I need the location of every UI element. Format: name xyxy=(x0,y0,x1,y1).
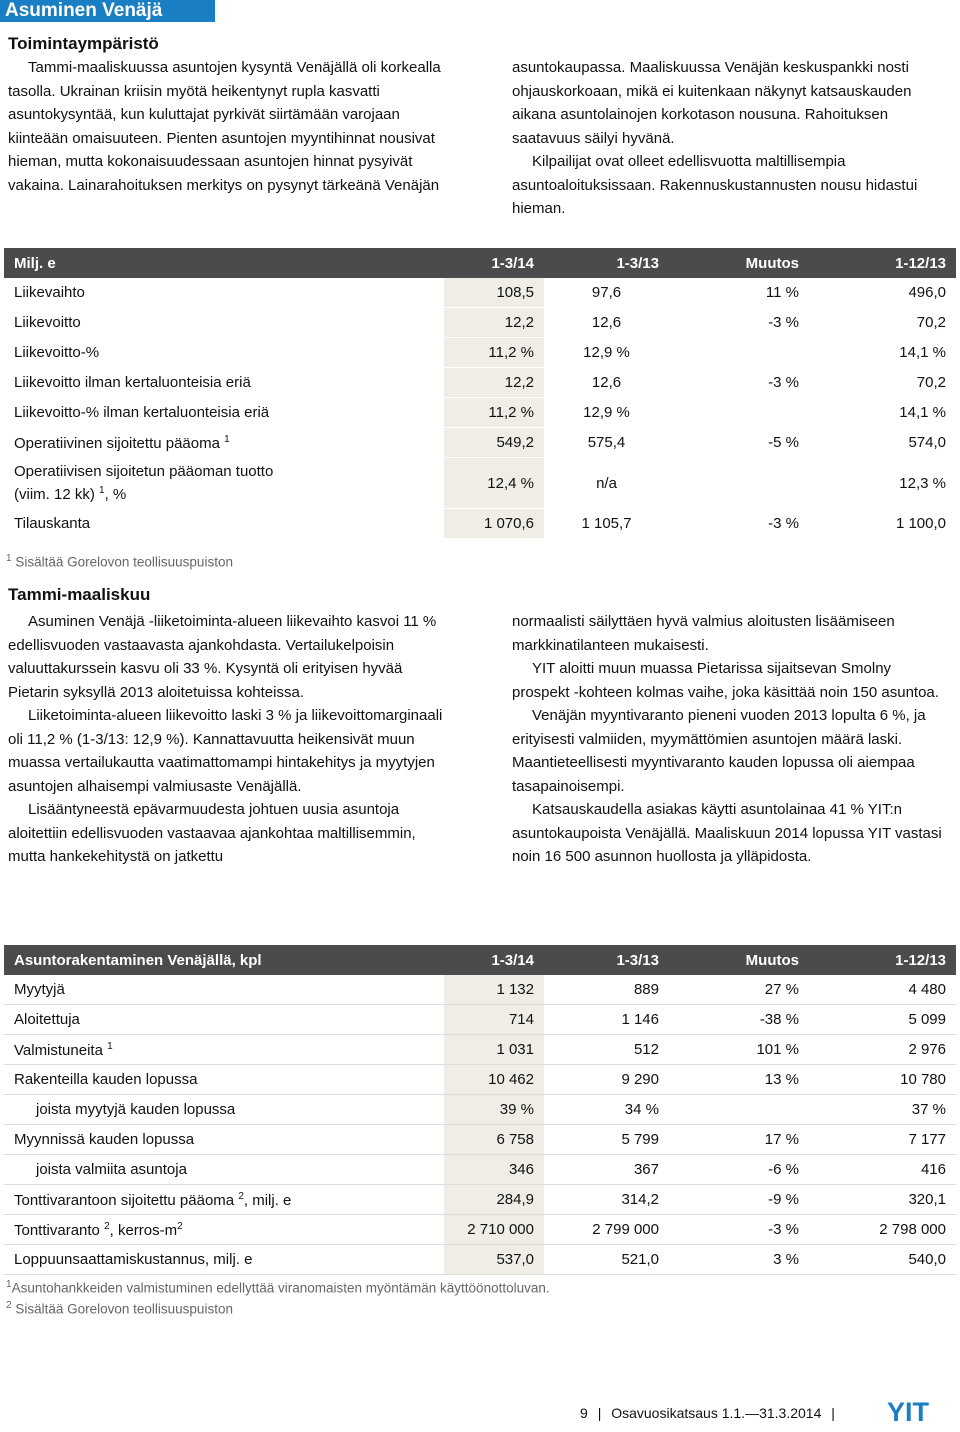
table-cell: 714 xyxy=(444,1005,544,1035)
table-cell xyxy=(669,398,809,428)
table-cell: 70,2 xyxy=(809,308,956,338)
table-cell: 5 099 xyxy=(809,1005,956,1035)
paragraph: Tammi-maaliskuussa asuntojen kysyntä Venäjällä oli korkealla tasolla. Ukrainan kriisin myötä heikentynyt rupla kasvatti asuntokysyntää, kun kuluttajat pyrkivät siirtämään varojaan kiinteään omaisuuteen. Pienten asuntojen myyntihinnat nousivat hieman, mutta kokonaisuudessaan asuntojen hinnat pysyivät vakaina. Lainarahoituksen merkitys on pysynyt tärkeänä Venäjän xyxy=(8,59,441,194)
table-cell: -5 % xyxy=(669,428,809,458)
column-header: Muutos xyxy=(669,945,809,975)
document-title: Osavuosikatsaus 1.1.—31.3.2014 xyxy=(611,1405,822,1421)
table-footnote: $^1$Asuntohankkeiden valmistuminen edellyttää viranomaisten myöntämän käyttöönottoluvan. xyxy=(6,1279,550,1296)
table-cell: 12,2 xyxy=(444,368,544,398)
table-row xyxy=(4,338,956,368)
table-cell: -6 % xyxy=(669,1155,809,1185)
section-heading-toimintaymparisto: Toimintaympäristö xyxy=(8,34,159,53)
table-row xyxy=(4,428,956,458)
table-row xyxy=(4,278,956,308)
table-cell: 13 % xyxy=(669,1065,809,1095)
table-cell: 5 799 xyxy=(544,1125,669,1155)
table-header-row xyxy=(4,945,956,975)
table-cell: 70,2 xyxy=(809,368,956,398)
svg-text:YIT: YIT xyxy=(886,1398,930,1424)
column-header: 1-12/13 xyxy=(809,945,956,975)
table-cell xyxy=(669,1095,809,1125)
table-cell: 1 146 xyxy=(544,1005,669,1035)
table-cell: -3 % xyxy=(669,1215,809,1245)
table-cell: -38 % xyxy=(669,1005,809,1035)
table-row xyxy=(4,1215,956,1245)
table-cell: 2 710 000 xyxy=(444,1215,544,1245)
column-header: 1-3/13 xyxy=(544,248,669,278)
table-row xyxy=(4,975,956,1005)
table-row xyxy=(4,308,956,338)
table-cell: 12,4 % xyxy=(444,458,544,509)
table-row xyxy=(4,1035,956,1065)
table-cell xyxy=(669,458,809,509)
table-cell: 574,0 xyxy=(809,428,956,458)
column-header: Asuntorakentaminen Venäjällä, kpl xyxy=(4,945,444,975)
paragraph: Lisääntyneestä epävarmuudesta johtuen uusia asuntoja aloitettiin edellisvuoden vastaavaa ajankohtaa maltillisemmin, mutta hankekehitystä on jatkettu xyxy=(8,801,416,865)
table-row xyxy=(4,1065,956,1095)
section1-right-column xyxy=(512,56,952,221)
table-row xyxy=(4,1095,956,1125)
table-cell: 108,5 xyxy=(444,278,544,308)
table-cell: -3 % xyxy=(669,308,809,338)
table-cell: 101 % xyxy=(669,1035,809,1065)
page-number: 9 xyxy=(580,1405,588,1421)
row-label: Liikevaihto xyxy=(4,278,444,308)
table-cell: 10 462 xyxy=(444,1065,544,1095)
table-row xyxy=(4,1245,956,1275)
paragraph: normaalisti säilyttäen hyvä valmius aloitusten lisäämiseen markkinatilanteen mukaisesti. xyxy=(512,613,895,654)
row-label: Tilauskanta xyxy=(4,509,444,539)
table-cell: 521,0 xyxy=(544,1245,669,1275)
table-cell: n/a xyxy=(544,458,669,509)
table-cell: -3 % xyxy=(669,368,809,398)
section1-left-column xyxy=(8,56,448,197)
paragraph: YIT aloitti muun muassa Pietarissa sijaitsevan Smolny prospekt -kohteen kolmas vaihe, joka käsittää noin 150 asuntoa. xyxy=(512,660,939,701)
table-cell: 12,9 % xyxy=(544,398,669,428)
table-cell: 2 798 000 xyxy=(809,1215,956,1245)
table-cell: 11,2 % xyxy=(444,338,544,368)
table-cell: 1 105,7 xyxy=(544,509,669,539)
table-footnote: $^2$ Sisältää Gorelovon teollisuuspuiston xyxy=(6,1300,233,1317)
section2-right-column xyxy=(512,610,952,869)
paragraph: Asuminen Venäjä -liiketoiminta-alueen liikevaihto kasvoi 11 % edellisvuoden vastaavasta ajankohdasta. Vertailukelpoisin valuuttakurssein kasvu oli 33 %. Kysyntä oli erityisen hyvää Pietarin syksyllä 2013 aloitetuissa kohteissa. xyxy=(8,613,437,701)
table-cell: -3 % xyxy=(669,509,809,539)
table-cell: 11,2 % xyxy=(444,398,544,428)
table-row xyxy=(4,1185,956,1215)
table-cell: 12,3 % xyxy=(809,458,956,509)
table-cell xyxy=(669,338,809,368)
table-cell: 1 031 xyxy=(444,1035,544,1065)
table-cell: 889 xyxy=(544,975,669,1005)
row-label: Loppuunsaattamiskustannus, milj. e xyxy=(4,1245,444,1275)
key-figures-table xyxy=(4,248,956,539)
table-cell: 3 % xyxy=(669,1245,809,1275)
paragraph: Venäjän myyntivaranto pieneni vuoden 2013 lopulta 6 %, ja erityisesti valmiiden, myymättömien asuntojen määrä laski. Maantieteellisesti myyntivaranto kauden lopussa oli aiempaa tasapainoisempi. xyxy=(512,707,926,795)
table-cell: 549,2 xyxy=(444,428,544,458)
row-label: Operatiivinen sijoitettu pääoma $^1$ xyxy=(4,428,444,458)
table-cell: 320,1 xyxy=(809,1185,956,1215)
table-cell: 284,9 xyxy=(444,1185,544,1215)
table-cell: 14,1 % xyxy=(809,338,956,368)
table-row xyxy=(4,1005,956,1035)
row-label: Valmistuneita $^1$ xyxy=(4,1035,444,1065)
table-cell: 346 xyxy=(444,1155,544,1185)
table-cell: 575,4 xyxy=(544,428,669,458)
paragraph: Liiketoiminta-alueen liikevoitto laski 3 % ja liikevoittomarginaali oli 11,2 % (1-3/13: 12,9 %). Kannattavuutta heikensivät muun muassa vertailukautta vaatimattomampi hintakehitys ja myytyjen asuntojen alhaisempi valmiusaste Venäjällä. xyxy=(8,707,443,795)
column-header: 1-3/14 xyxy=(444,945,544,975)
table-cell: 17 % xyxy=(669,1125,809,1155)
column-header: 1-3/14 xyxy=(444,248,544,278)
row-label: Tonttivarantoon sijoitettu pääoma $^2$, milj. e xyxy=(4,1185,444,1215)
table-cell: 416 xyxy=(809,1155,956,1185)
row-label: Myytyjä xyxy=(4,975,444,1005)
section2-left-column xyxy=(8,610,448,869)
table-cell: 314,2 xyxy=(544,1185,669,1215)
housing-construction-table xyxy=(4,945,956,1275)
yit-logo xyxy=(860,1398,956,1424)
row-label: Liikevoitto xyxy=(4,308,444,338)
table-header-row xyxy=(4,248,956,278)
table-cell: 537,0 xyxy=(444,1245,544,1275)
table-cell: 39 % xyxy=(444,1095,544,1125)
row-label: Liikevoitto-% ilman kertaluonteisia eriä xyxy=(4,398,444,428)
table-cell: 10 780 xyxy=(809,1065,956,1095)
column-header: 1-3/13 xyxy=(544,945,669,975)
table-cell: 12,6 xyxy=(544,308,669,338)
table-row xyxy=(4,509,956,539)
section-heading-tammi-maaliskuu: Tammi-maaliskuu xyxy=(8,585,151,604)
table-cell: 1 100,0 xyxy=(809,509,956,539)
paragraph: Kilpailijat ovat olleet edellisvuotta maltillisempia asuntoaloituksissaan. Rakennuskustannusten nousu hidastui hieman. xyxy=(512,153,918,217)
column-header: Milj. e xyxy=(4,248,444,278)
row-label: Liikevoitto-% xyxy=(4,338,444,368)
page-footer: 9 | Osavuosikatsaus 1.1.—31.3.2014 | xyxy=(580,1405,835,1421)
table-cell: 512 xyxy=(544,1035,669,1065)
page-title: Asuminen Venäjä xyxy=(0,0,215,22)
table-cell: 37 % xyxy=(809,1095,956,1125)
table-cell: 27 % xyxy=(669,975,809,1005)
table-cell: -9 % xyxy=(669,1185,809,1215)
table-cell: 2 799 000 xyxy=(544,1215,669,1245)
table-cell: 2 976 xyxy=(809,1035,956,1065)
row-label: joista valmiita asuntoja xyxy=(4,1155,444,1185)
table-row xyxy=(4,458,956,509)
column-header: Muutos xyxy=(669,248,809,278)
row-label: Liikevoitto ilman kertaluonteisia eriä xyxy=(4,368,444,398)
table-cell: 7 177 xyxy=(809,1125,956,1155)
row-label: Operatiivisen sijoitetun pääoman tuotto (viim. 12 kk) $^1$, % xyxy=(4,458,444,509)
table-cell: 1 070,6 xyxy=(444,509,544,539)
table-cell: 34 % xyxy=(544,1095,669,1125)
table-row xyxy=(4,1155,956,1185)
table-row xyxy=(4,368,956,398)
row-label: Aloitettuja xyxy=(4,1005,444,1035)
table-cell: 9 290 xyxy=(544,1065,669,1095)
table-cell: 14,1 % xyxy=(809,398,956,428)
table-footnote: $^1$ Sisältää Gorelovon teollisuuspuiston xyxy=(6,553,233,570)
table-cell: 4 480 xyxy=(809,975,956,1005)
paragraph: Katsauskaudella asiakas käytti asuntolainaa 41 % YIT:n asuntokaupoista Venäjällä. Maaliskuun 2014 lopussa YIT vastasi noin 16 500 asunnon huollosta ja ylläpidosta. xyxy=(512,801,942,865)
table-cell: 12,6 xyxy=(544,368,669,398)
row-label: Rakenteilla kauden lopussa xyxy=(4,1065,444,1095)
table-cell: 6 758 xyxy=(444,1125,544,1155)
row-label: joista myytyjä kauden lopussa xyxy=(4,1095,444,1125)
table-cell: 97,6 xyxy=(544,278,669,308)
table-cell: 367 xyxy=(544,1155,669,1185)
table-cell: 496,0 xyxy=(809,278,956,308)
column-header: 1-12/13 xyxy=(809,248,956,278)
table-cell: 12,2 xyxy=(444,308,544,338)
table-row xyxy=(4,398,956,428)
row-label: Tonttivaranto $^2$, kerros-$m^2$ xyxy=(4,1215,444,1245)
table-row xyxy=(4,1125,956,1155)
table-cell: 1 132 xyxy=(444,975,544,1005)
paragraph: asuntokaupassa. Maaliskuussa Venäjän keskuspankki nosti ohjauskorkoaan, mikä ei kuitenkaan näkynyt katsauskauden aikana asuntolainojen korkotason nousuna. Rahoituksen saatavuus säilyi hyvänä. xyxy=(512,59,912,147)
table-cell: 11 % xyxy=(669,278,809,308)
table-cell: 12,9 % xyxy=(544,338,669,368)
row-label: Myynnissä kauden lopussa xyxy=(4,1125,444,1155)
table-cell: 540,0 xyxy=(809,1245,956,1275)
